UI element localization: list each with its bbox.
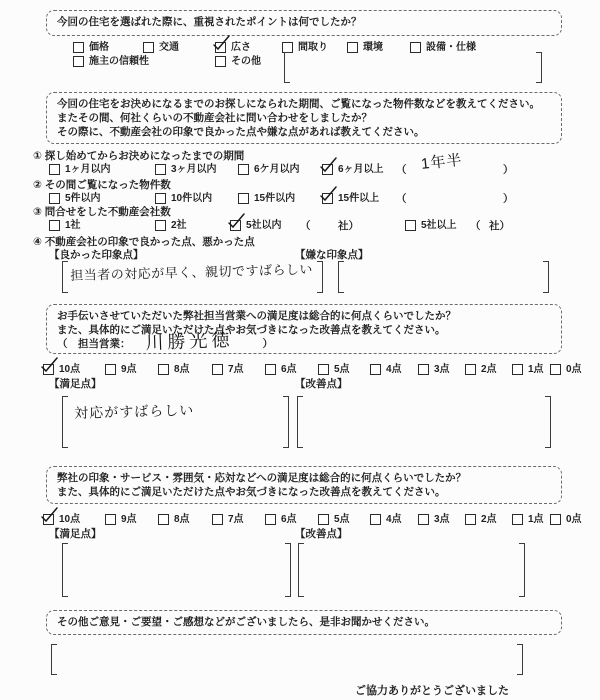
thank-you-note: ご協力ありがとうございました (355, 685, 509, 697)
checkbox[interactable] (238, 164, 249, 175)
option-2companies[interactable] (155, 220, 187, 231)
score-label: 0点 (566, 364, 582, 375)
score-2-company[interactable] (465, 514, 497, 525)
q-box-4-line2: また、具体的にご満足いただけた点やお気づきになった改善点を教えてください。 (57, 486, 446, 498)
q-box-5-text: その他ご意見・ご要望・ご感想などがございましたら、是非お聞かせください。 (57, 616, 435, 628)
score-6-company[interactable] (265, 514, 297, 525)
score-label: 2点 (481, 364, 497, 375)
bracket-close-icon (517, 644, 523, 675)
checkbox[interactable] (105, 514, 116, 525)
score-9-sales[interactable] (105, 364, 137, 375)
score-label: 5点 (334, 514, 350, 525)
score-label: 4点 (386, 514, 402, 525)
score-2-sales[interactable] (465, 364, 497, 375)
score-label: 10点 (59, 364, 81, 375)
score-label: 1点 (528, 364, 544, 375)
option-owner-trust[interactable] (73, 56, 149, 67)
checkbox[interactable] (155, 220, 166, 231)
option-6months[interactable] (238, 164, 300, 175)
score-label: 2点 (481, 514, 497, 525)
checkbox[interactable] (49, 220, 60, 231)
question-box-2 (46, 92, 562, 144)
option-label: その他 (231, 56, 261, 67)
option-label: 6ヶ月以上 (338, 164, 384, 175)
satisfaction-area-company[interactable] (62, 543, 291, 597)
score-4-sales[interactable] (370, 364, 402, 375)
option-10items[interactable] (155, 193, 212, 204)
rep-suffix: ） (262, 338, 273, 350)
score-5-sales[interactable] (318, 364, 350, 375)
bracket-close-icon (519, 543, 525, 597)
checkbox[interactable] (155, 193, 166, 204)
option-label: 施主の信頼性 (89, 56, 149, 67)
score-label: 7点 (228, 364, 244, 375)
checkbox[interactable] (230, 220, 241, 231)
checkbox[interactable] (105, 364, 116, 375)
q2-title: ② その間ご覧になった物件数 (33, 179, 171, 191)
check-icon (41, 507, 59, 523)
option-label: 環境 (363, 42, 383, 53)
checkbox[interactable] (465, 514, 476, 525)
score-9-company[interactable] (105, 514, 137, 525)
good-impression-area[interactable] (62, 261, 323, 293)
score-label: 0点 (566, 514, 582, 525)
option-label: 15件以上 (338, 193, 380, 204)
option-15items[interactable] (238, 193, 295, 204)
bracket-close-icon (283, 396, 289, 448)
check-icon (41, 357, 59, 373)
satisfaction-label-company: 【満足点】 (49, 528, 102, 540)
checkbox[interactable] (158, 364, 169, 375)
bracket-open-icon (298, 543, 304, 597)
checkbox[interactable] (550, 514, 561, 525)
option-over-5companies[interactable] (405, 220, 457, 231)
q-box-3-line2: また、具体的にご満足いただけた点やお気づきになった改善点を教えてください。 (57, 324, 446, 336)
q-box-2-line1: 今回の住宅をお決めになるまでのお探しになられた期間、ご覧になった物件数などを教えてください。 (57, 98, 540, 110)
question-box-4 (46, 466, 562, 504)
unit-paren-close: 社） (338, 220, 359, 232)
option-1month[interactable] (49, 164, 111, 175)
paren-open: （ (396, 193, 407, 205)
score-label: 6点 (281, 514, 297, 525)
score-label: 6点 (281, 364, 297, 375)
paren-close: ） (503, 164, 514, 176)
bracket-open-icon (62, 396, 68, 448)
bad-impression-area[interactable] (338, 261, 549, 293)
checkbox[interactable] (155, 164, 166, 175)
score-3-company[interactable] (418, 514, 450, 525)
bad-impression-label: 【嫌な印象点】 (295, 249, 369, 261)
checkbox[interactable] (512, 514, 523, 525)
unit-paren-close: 社） (489, 220, 510, 232)
improvement-label-sales: 【改善点】 (295, 378, 348, 390)
option-5items[interactable] (49, 193, 101, 204)
bracket-open-icon (62, 261, 68, 293)
q-box-4-line1: 弊社の印象・サービス・雰囲気・応対などへの満足度は総合的に何点くらいでしたか？ (57, 472, 467, 484)
q-box-1-text: 今回の住宅を選ばれた際に、重視されたポイントは何でしたか？ (57, 16, 362, 28)
option-size[interactable] (215, 42, 251, 53)
option-label: 6ケ月以内 (254, 164, 300, 175)
checkbox[interactable] (43, 514, 54, 525)
score-label: 8点 (174, 364, 190, 375)
bracket-open-icon (297, 396, 303, 448)
checkbox[interactable] (215, 56, 226, 67)
q4-title: ④ 不動産会社の印象で良かった点、悪かった点 (33, 236, 255, 248)
score-3-sales[interactable] (418, 364, 450, 375)
rep-prefix: （ 担当営業： (57, 338, 131, 350)
option-within-5companies[interactable] (230, 220, 282, 231)
score-10-sales[interactable] (43, 364, 80, 375)
checkbox[interactable] (238, 193, 249, 204)
score-0-sales[interactable] (550, 364, 582, 375)
checkbox[interactable] (318, 364, 329, 375)
checkbox[interactable] (370, 514, 381, 525)
other-comments-area[interactable] (51, 644, 523, 675)
satisfaction-label-sales: 【満足点】 (49, 378, 102, 390)
bracket-close-icon (543, 261, 549, 293)
option-label: 5社以内 (246, 220, 282, 231)
bracket-open-icon (62, 543, 68, 597)
handwritten-duration: 1年半 (420, 151, 464, 173)
bracket-close-icon (317, 261, 323, 293)
checkbox[interactable] (212, 364, 223, 375)
checkbox[interactable] (212, 514, 223, 525)
checkbox[interactable] (265, 514, 276, 525)
option-3months[interactable] (155, 164, 217, 175)
option-other[interactable] (215, 56, 261, 67)
score-8-sales[interactable] (158, 364, 190, 375)
checkbox[interactable] (43, 364, 54, 375)
option-1company[interactable] (49, 220, 81, 231)
score-label: 9点 (121, 364, 137, 375)
improvement-area-company[interactable] (298, 543, 525, 597)
paren-open: （ (300, 220, 311, 232)
score-label: 9点 (121, 514, 137, 525)
option-label: 5件以内 (65, 193, 101, 204)
checkbox[interactable] (550, 364, 561, 375)
score-label: 3点 (434, 514, 450, 525)
score-label: 10点 (59, 514, 81, 525)
checkbox[interactable] (512, 364, 523, 375)
option-label: 3ヶ月以内 (171, 164, 217, 175)
paren-open: （ (396, 164, 407, 176)
option-label: 5社以上 (421, 220, 457, 231)
score-1-company[interactable] (512, 514, 544, 525)
checkbox[interactable] (370, 364, 381, 375)
check-icon (228, 213, 246, 229)
bracket-close-icon (536, 52, 542, 83)
option-label: 設備・仕様 (426, 42, 476, 53)
improvement-area-sales[interactable] (297, 396, 551, 448)
option-label: 広さ (231, 42, 251, 53)
option-label: 価格 (89, 42, 109, 53)
option-over-6months[interactable] (322, 164, 384, 175)
check-icon (320, 186, 338, 202)
score-8-company[interactable] (158, 514, 190, 525)
checkbox[interactable] (158, 514, 169, 525)
checkbox[interactable] (465, 364, 476, 375)
q-box-2-line2: またその間、何社くらいの不動産会社に問い合わせをしましたか？ (57, 112, 372, 124)
score-label: 3点 (434, 364, 450, 375)
option-price[interactable] (73, 42, 109, 53)
option-label: 間取り (298, 42, 328, 53)
option-label: 2社 (171, 220, 187, 231)
q1-title: ① 探し始めてからお決めになったまでの期間 (33, 150, 245, 162)
checkbox[interactable] (418, 514, 429, 525)
bracket-close-icon (285, 543, 291, 597)
checkbox[interactable] (49, 164, 60, 175)
score-4-company[interactable] (370, 514, 402, 525)
checkbox[interactable] (405, 220, 416, 231)
checkbox[interactable] (73, 56, 84, 67)
bracket-open-icon (338, 261, 344, 293)
handwritten-satisfaction-sales: 対応がすばらしい (74, 401, 195, 421)
option-over-15items[interactable] (322, 193, 379, 204)
improvement-label-company: 【改善点】 (295, 528, 348, 540)
option-label: 15件以内 (254, 193, 296, 204)
q-box-3-line3 (57, 337, 551, 351)
q-box-2-line3: その際に、不動産会社の印象で良かった点や嫌な点があれば教えてください。 (57, 126, 425, 138)
option-label: 交通 (159, 42, 179, 53)
handwritten-good-impression: 担当者の対応が早く、親切ですばらしい (70, 261, 314, 283)
handwritten-rep-name: 川勝光徳 (145, 329, 234, 353)
score-0-company[interactable] (550, 514, 582, 525)
q-box-3-line1: お手伝いさせていただいた弊社担当営業への満足度は総合的に何点くらいでしたか？ (57, 310, 456, 322)
paren-open: （ (470, 220, 481, 232)
checkbox[interactable] (322, 164, 333, 175)
question-box-3 (46, 304, 562, 354)
question-box-5 (46, 610, 562, 635)
option-label: 10件以内 (171, 193, 213, 204)
score-label: 8点 (174, 514, 190, 525)
score-7-sales[interactable] (212, 364, 244, 375)
checkbox[interactable] (49, 193, 60, 204)
checkbox[interactable] (265, 364, 276, 375)
checkbox[interactable] (418, 364, 429, 375)
checkbox[interactable] (143, 42, 154, 53)
checkbox[interactable] (322, 193, 333, 204)
score-10-company[interactable] (43, 514, 80, 525)
checkbox[interactable] (318, 514, 329, 525)
satisfaction-area-sales[interactable] (62, 396, 289, 448)
checkbox[interactable] (73, 42, 84, 53)
bracket-close-icon (545, 396, 551, 448)
score-label: 7点 (228, 514, 244, 525)
checkbox[interactable] (215, 42, 226, 53)
paren-close: ） (503, 193, 514, 205)
score-6-sales[interactable] (265, 364, 297, 375)
bracket-open-icon (51, 644, 57, 675)
score-label: 5点 (334, 364, 350, 375)
bracket-open-icon (284, 52, 290, 83)
check-icon (320, 157, 338, 173)
good-impression-label: 【良かった印象点】 (49, 249, 144, 261)
score-label: 4点 (386, 364, 402, 375)
q3-title: ③ 問合せをした不動産会社数 (33, 206, 171, 218)
option-traffic[interactable] (143, 42, 179, 53)
score-7-company[interactable] (212, 514, 244, 525)
question-box-1 (46, 10, 562, 36)
score-label: 1点 (528, 514, 544, 525)
score-5-company[interactable] (318, 514, 350, 525)
score-1-sales[interactable] (512, 364, 544, 375)
option-label: 1ヶ月以内 (65, 164, 111, 175)
check-icon (213, 35, 231, 51)
option-label: 1社 (65, 220, 81, 231)
other-option-area[interactable] (284, 52, 542, 83)
